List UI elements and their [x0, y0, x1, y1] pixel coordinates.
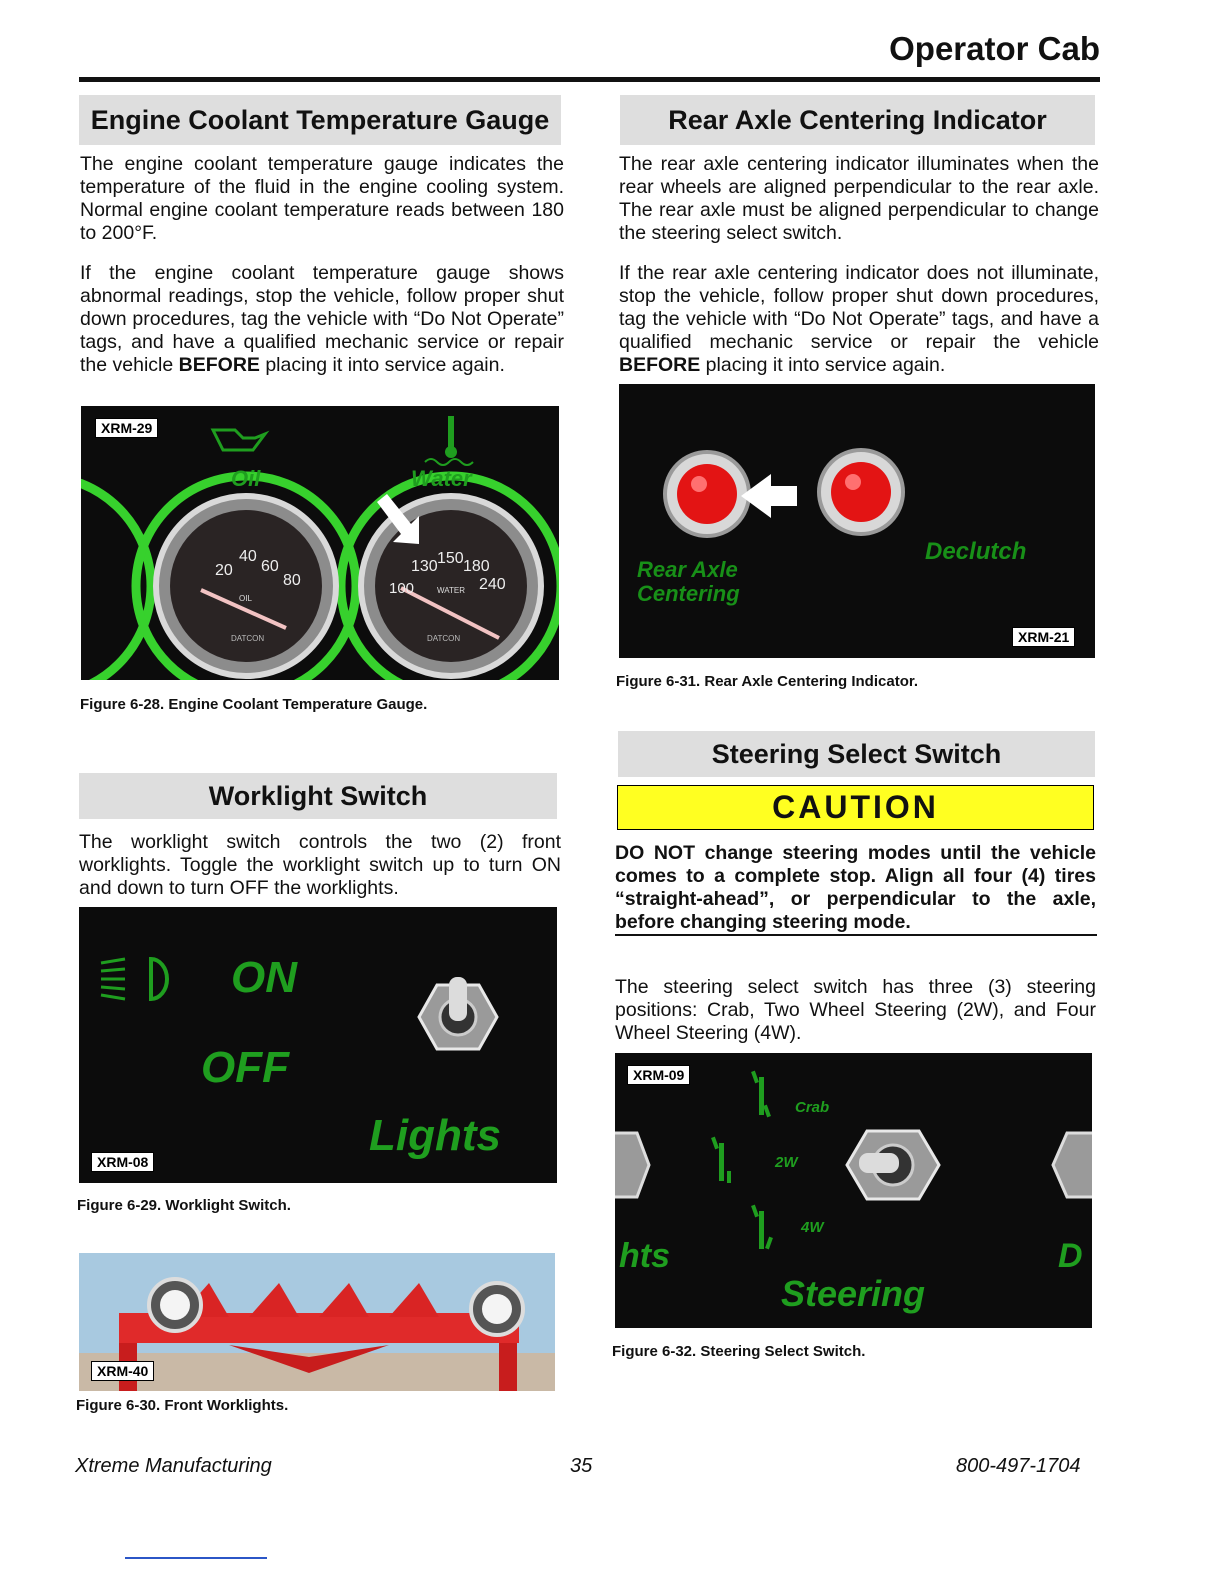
worklight-switch-photo [79, 907, 557, 1183]
gauge-illustration [81, 406, 559, 680]
water-tick-240: 240 [479, 576, 506, 593]
arrow-left-icon [741, 474, 797, 518]
water-label: Water [411, 466, 472, 491]
axle-paragraph-1: The rear axle centering indicator illuminates when the rear wheels are aligned perpendicular to the rear axle. The rear axle must be aligned perpendicular to change the steering select switch. [619, 153, 1099, 244]
coolant-p2-start: If the engine coolant temperature gauge shows abnormal readings, stop the vehicle, follow proper shut down procedures, tag the vehicle with “Do Not Operate” tags, and have a qualified mechanic service or repair the vehicle [80, 262, 564, 376]
steering-heading: Steering Select Switch [618, 731, 1095, 777]
toggle-switch-lever [449, 977, 467, 1021]
oil-tick-80: 80 [283, 572, 301, 589]
crab-label: Crab [795, 1099, 830, 1116]
thermometer-icon [448, 416, 454, 450]
four-wheel-label: 4W [801, 1219, 824, 1236]
figure-tag-xrm-08: XRM-08 [91, 1152, 154, 1172]
axle-indicator-illustration [619, 384, 1095, 658]
steering-switch-photo [615, 1053, 1092, 1328]
steering-paragraph: The steering select switch has three (3) steering positions: Crab, Two Wheel Steering (2W), and Four Wheel Steering (4W). [615, 976, 1096, 1044]
oil-can-icon [213, 430, 265, 450]
figure-6-32-caption: Figure 6-32. Steering Select Switch. [612, 1343, 866, 1360]
crab-wheel-icon [751, 1071, 771, 1118]
front-worklights-photo [79, 1253, 555, 1391]
two-wheel-icon [711, 1137, 731, 1183]
lights-label: Lights [369, 1111, 501, 1160]
caution-text: DO NOT change steering modes until the vehicle comes to a complete stop. Align all four (4) tires “straight-ahead”, or perpendicular to the axle, before changing steering mode. [615, 842, 1096, 933]
caution-banner: CAUTION [617, 785, 1094, 830]
two-wheel-label: 2W [775, 1154, 798, 1171]
footer-company: Xtreme Manufacturing [75, 1455, 272, 1477]
axle-p2-start: If the rear axle centering indicator does not illuminate, stop the vehicle, follow proper shut down procedures, tag the vehicle with “Do Not Operate” tags, and have a qualified mechanic service or repair the vehicle [619, 262, 1099, 353]
axle-paragraph-2 [619, 262, 1099, 377]
lights-fragment-label: hts [619, 1237, 670, 1275]
water-tick-180: 180 [463, 558, 490, 575]
coolant-p2-end: placing it into service again. [259, 354, 505, 376]
coolant-heading: Engine Coolant Temperature Gauge [79, 95, 561, 145]
worklight-heading: Worklight Switch [79, 773, 557, 819]
oil-brand: DATCON [231, 634, 265, 643]
axle-p2-bold: BEFORE [619, 354, 701, 376]
declutch-fragment-label: D [1058, 1237, 1083, 1275]
header-rule [79, 77, 1100, 82]
caution-rule [615, 934, 1097, 936]
oil-word: OIL [239, 594, 252, 603]
rear-axle-label-line-1: Rear Axle [637, 557, 738, 582]
worklight-paragraph: The worklight switch controls the two (2) front worklights. Toggle the worklight switch up to turn ON and down to turn OFF the worklights. [79, 831, 561, 899]
four-wheel-icon [751, 1205, 773, 1250]
axle-heading: Rear Axle Centering Indicator [620, 95, 1095, 145]
oil-tick-20: 20 [215, 562, 233, 579]
rear-axle-label [637, 558, 740, 606]
figure-6-28-caption: Figure 6-28. Engine Coolant Temperature Gauge. [80, 696, 428, 713]
figure-tag-xrm-40: XRM-40 [91, 1361, 154, 1381]
figure-6-30-caption: Figure 6-30. Front Worklights. [76, 1397, 289, 1414]
figure-tag-xrm-09: XRM-09 [627, 1065, 690, 1085]
coolant-gauge-photo [81, 406, 559, 680]
oil-tick-60: 60 [261, 558, 279, 575]
page-header-title: Operator Cab [889, 30, 1100, 67]
footer-phone: 800-497-1704 [956, 1455, 1081, 1477]
axle-p2-end: placing it into service again. [700, 354, 946, 376]
axle-indicator-photo [619, 384, 1095, 658]
oil-tick-40: 40 [239, 548, 257, 565]
water-tick-130: 130 [411, 558, 438, 575]
steering-label: Steering [781, 1273, 926, 1314]
off-label: OFF [201, 1043, 289, 1092]
on-label: ON [231, 953, 297, 1002]
figure-tag-xrm-21: XRM-21 [1012, 627, 1075, 647]
footer-page-number: 35 [570, 1455, 593, 1477]
coolant-paragraph-1: The engine coolant temperature gauge indicates the temperature of the fluid in the engine cooling system. Normal engine coolant temperature reads between 180 to 200°F. [80, 153, 564, 244]
coolant-paragraph-2 [80, 262, 564, 377]
declutch-label: Declutch [925, 538, 1027, 565]
water-word: WATER [437, 586, 465, 595]
figure-6-29-caption: Figure 6-29. Worklight Switch. [77, 1197, 291, 1214]
water-brand: DATCON [427, 634, 461, 643]
headlight-icon [151, 959, 167, 999]
rear-axle-label-line-2: Centering [637, 581, 740, 606]
figure-tag-xrm-29: XRM-29 [95, 418, 158, 438]
bottom-link-line [125, 1557, 267, 1559]
water-tick-100: 100 [389, 580, 415, 597]
steering-switch-lever [859, 1153, 899, 1173]
figure-6-31-caption: Figure 6-31. Rear Axle Centering Indicator. [616, 673, 919, 690]
oil-label: Oil [231, 466, 261, 491]
water-tick-150: 150 [437, 550, 464, 567]
coolant-p2-bold: BEFORE [178, 354, 260, 376]
